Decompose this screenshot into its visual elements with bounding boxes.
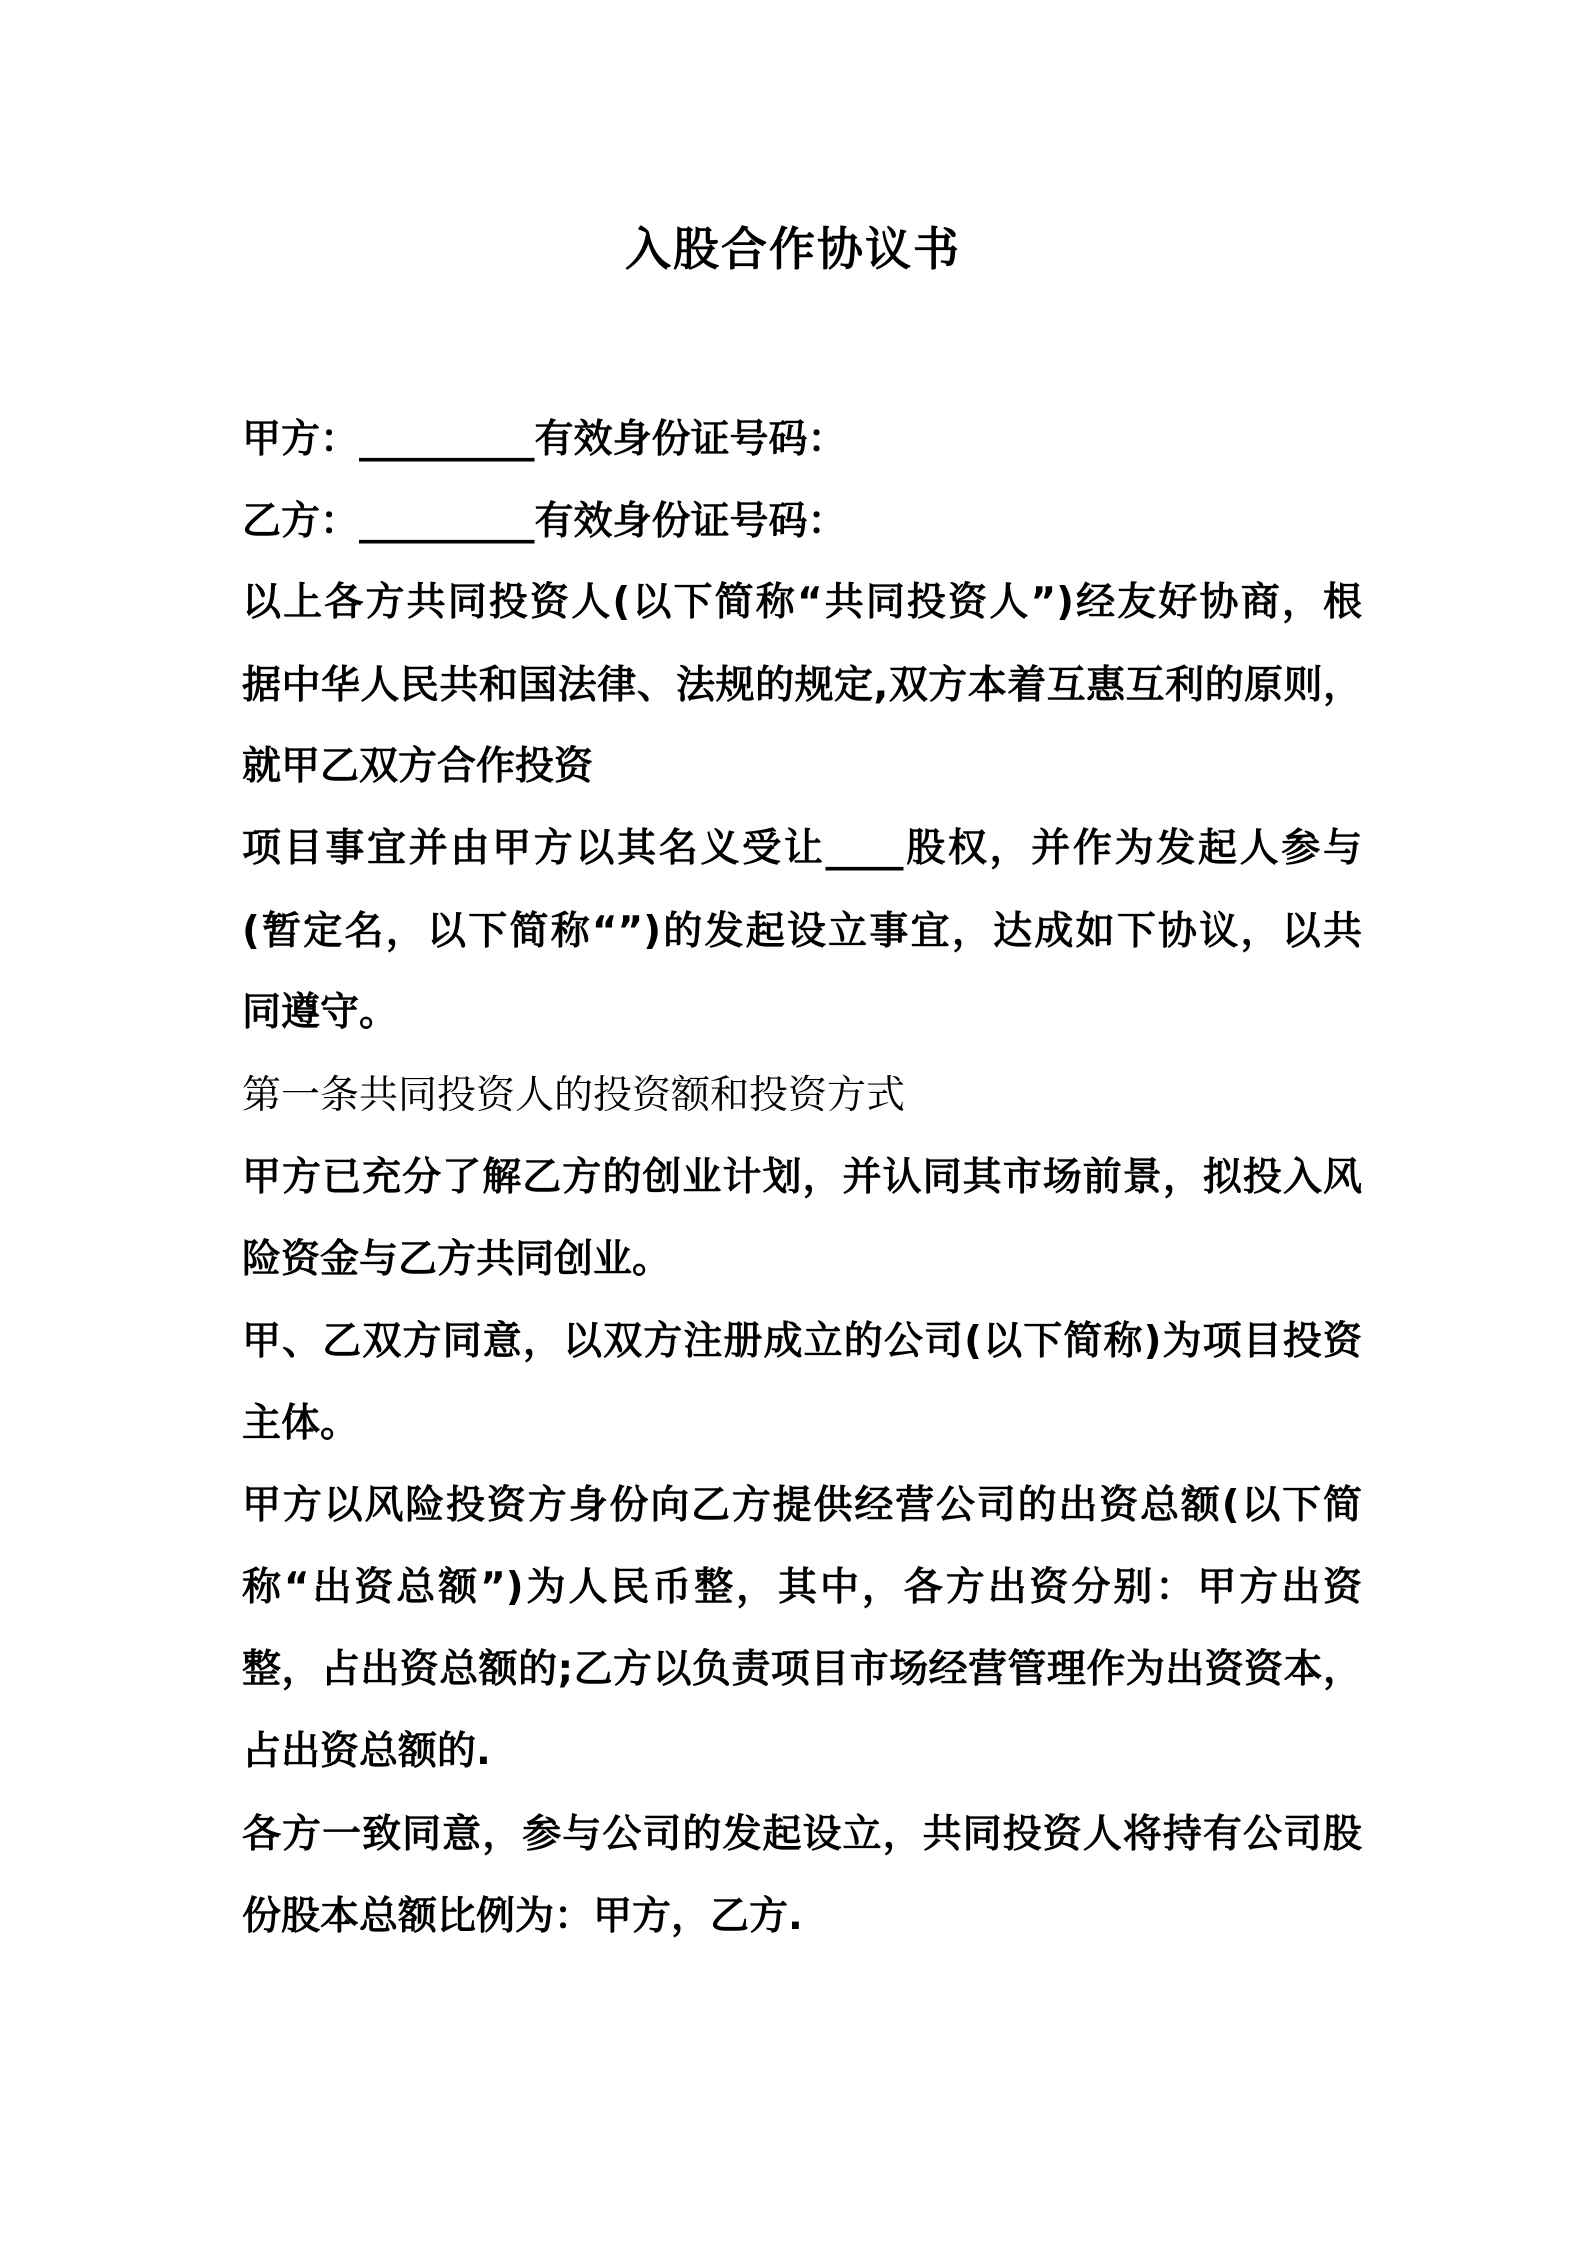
paragraph-line: 份股本总额比例为：甲方，乙方. bbox=[242, 1894, 803, 1939]
document-title: 入股合作协议书 bbox=[625, 222, 961, 276]
party-b-line: 乙方：_________有效身份证号码： bbox=[242, 499, 847, 544]
paragraph-line: 主体。 bbox=[242, 1401, 360, 1446]
paragraph-line: 险资金与乙方共同创业。 bbox=[242, 1237, 672, 1282]
paragraph-line: (暂定名，以下简称“”)的发起设立事宜，达成如下协议，以共 bbox=[242, 909, 1362, 954]
paragraph-line: 占出资总额的. bbox=[242, 1729, 491, 1774]
paragraph-line: 甲方以风险投资方身份向乙方提供经营公司的出资总额(以下简 bbox=[242, 1483, 1362, 1528]
paragraph-line: 甲方已充分了解乙方的创业计划，并认同其市场前景，拟投入风 bbox=[242, 1155, 1362, 1200]
section-heading: 第一条共同投资人的投资额和投资方式 bbox=[242, 1073, 906, 1118]
paragraph-line: 整，占出资总额的;乙方以负责项目市场经营管理作为出资资本， bbox=[242, 1647, 1362, 1692]
paragraph-line: 项目事宜并由甲方以其名义受让____股权，并作为发起人参与 bbox=[242, 826, 1362, 871]
paragraph-line: 各方一致同意，参与公司的发起设立，共同投资人将持有公司股 bbox=[242, 1812, 1362, 1857]
paragraph-line: 据中华人民共和国法律、法规的规定,双方本着互惠互利的原则， bbox=[242, 663, 1362, 708]
paragraph-line: 同遵守。 bbox=[242, 990, 399, 1035]
paragraph-line: 就甲乙双方合作投资 bbox=[242, 744, 594, 789]
paragraph-line: 称“出资总额”)为人民币整，其中，各方出资分别：甲方出资 bbox=[242, 1565, 1362, 1610]
paragraph-line: 甲、乙双方同意，以双方注册成立的公司(以下简称)为项目投资 bbox=[242, 1319, 1362, 1364]
party-a-line: 甲方：_________有效身份证号码： bbox=[242, 417, 847, 462]
paragraph-line: 以上各方共同投资人(以下简称“共同投资人”)经友好协商，根 bbox=[242, 580, 1362, 625]
